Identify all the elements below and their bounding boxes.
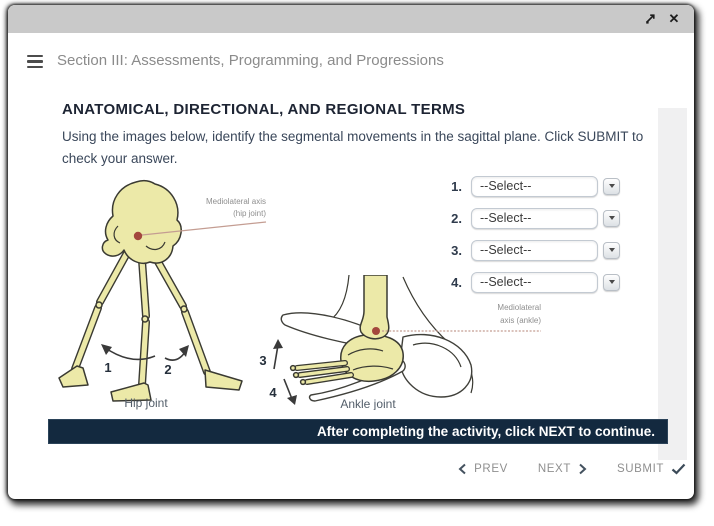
submit-button-label: SUBMIT [616,463,664,475]
dropdown-arrow-icon[interactable] [603,178,620,195]
prev-button[interactable] [458,463,508,475]
prev-button-label: PREV [474,463,508,475]
ankle-arrow-label-4: 4 [269,385,277,400]
expand-icon[interactable] [642,11,658,27]
next-button-label: NEXT [537,463,571,475]
hip-right-leg [148,244,242,390]
dropdown-label-2: 2. [451,210,462,226]
player-footer [458,463,686,475]
menu-icon[interactable] [27,55,43,68]
slide-content [8,81,694,461]
dropdown-select-3[interactable]: --Select-- [471,240,598,261]
chevron-right-icon [578,463,587,475]
hip-caption: Hip joint [124,396,168,410]
pelvis-bone [102,181,181,264]
section-title: Section III: Assessments, Programming, and Progressions [57,52,444,69]
window-titlebar [8,5,694,33]
ankle-axis-label-line2: axis (ankle) [500,316,541,325]
dropdown-arrow-icon[interactable] [603,242,620,259]
hip-left-leg [59,244,132,387]
ankle-caption: Ankle joint [340,397,396,410]
ankle-joint-illustration [253,275,545,410]
course-player-window [8,5,694,499]
next-button[interactable] [538,463,587,475]
hip-axis-label-line1: Mediolateral axis [205,197,266,206]
close-icon[interactable]: ✕ [668,11,680,26]
dropdown-select-1[interactable]: --Select-- [471,176,598,197]
activity-instructions: Using the images below, identify the segmental movements in the sagittal plane. Click SUBMIT to check your answer. [62,129,644,166]
dropdown-row-3 [438,239,620,261]
ankle-axis-label-line1: Mediolateral [497,303,541,312]
dropdown-row-2 [438,207,620,229]
ankle-axis-dot [372,327,380,335]
metatarsal-bones [291,363,351,384]
dropdown-arrow-icon[interactable] [603,210,620,227]
hip-arrow-label-1: 1 [104,360,112,375]
hip-axis-label-line2: (hip joint) [233,209,266,218]
dropdown-row-1 [438,175,620,197]
dropdown-select-2[interactable]: --Select-- [471,208,598,229]
scrollbar-track[interactable] [658,108,687,460]
instruction-banner: After completing the activity, click NEXT to continue. [48,419,668,444]
hip-axis-dot [134,232,142,240]
chevron-left-icon [458,463,467,475]
player-header [8,45,694,81]
check-icon [671,463,686,475]
activity-title: ANATOMICAL, DIRECTIONAL, AND REGIONAL TERMS [62,101,466,118]
dropdown-label-1: 1. [451,178,462,194]
dropdown-label-3: 3. [451,242,462,258]
hip-joint-illustration [58,176,273,411]
ankle-arrow-label-3: 3 [259,353,267,368]
dropdown-label-4: 4. [451,274,462,290]
dropdown-arrow-icon[interactable] [603,274,620,291]
hip-arrow-label-2: 2 [164,362,172,377]
submit-button[interactable] [617,463,686,475]
dropdown-select-4[interactable]: --Select-- [471,272,598,293]
